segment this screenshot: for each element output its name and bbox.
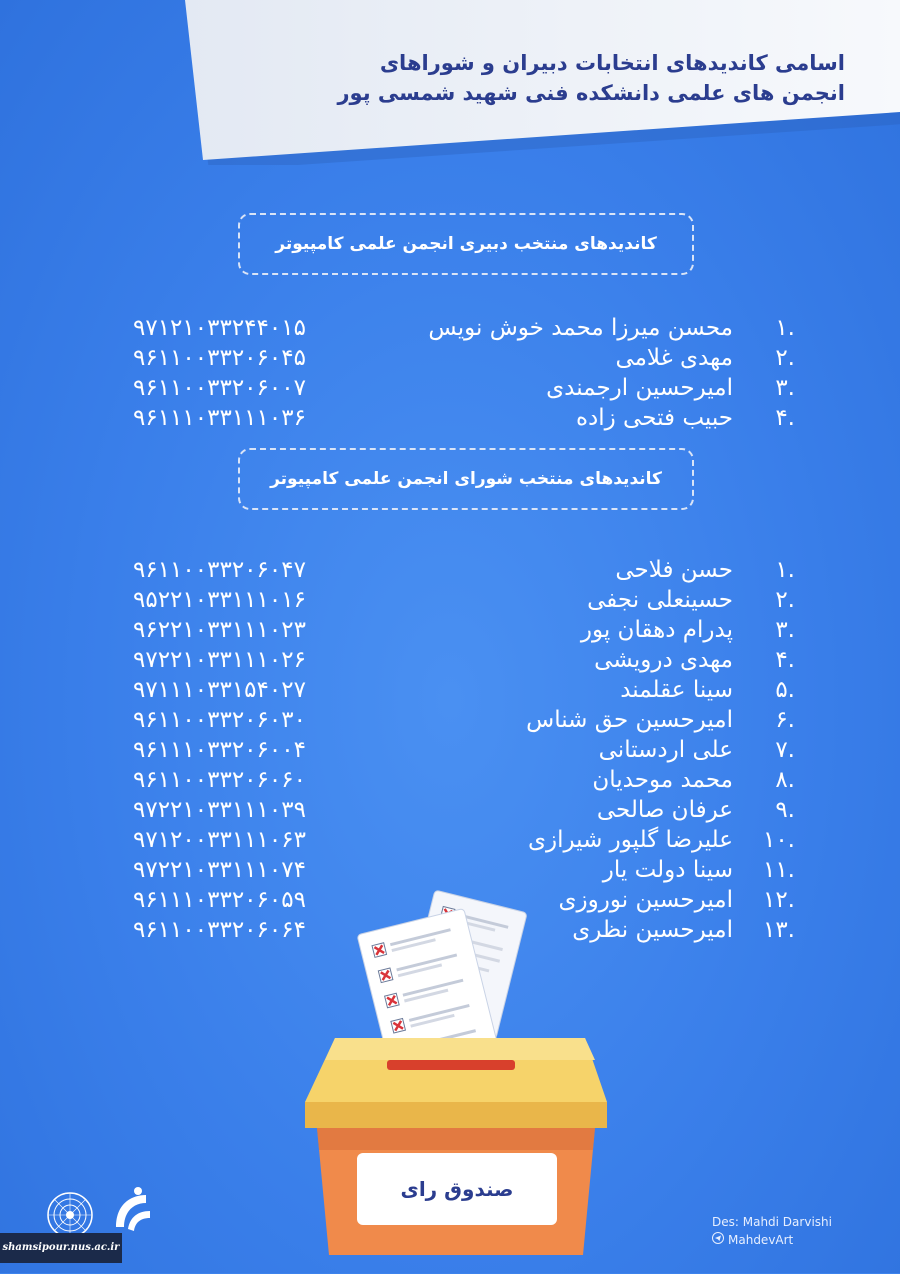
student-id: ۹۶۱۱۰۰۳۳۲۰۶۰۶۴ bbox=[133, 917, 306, 943]
candidate-name: حسن فلاحی bbox=[615, 557, 733, 583]
list-item bbox=[125, 735, 795, 765]
section-heading-text: کاندیدهای منتخب شورای انجمن علمی کامپیوتر bbox=[270, 469, 662, 489]
list-item bbox=[125, 615, 795, 645]
student-id: ۹۶۱۱۱۰۳۳۲۰۶۰۵۹ bbox=[133, 887, 306, 913]
list-item bbox=[125, 675, 795, 705]
student-id: ۹۷۲۲۱۰۳۳۱۱۱۰۲۶ bbox=[133, 647, 306, 673]
list-item bbox=[125, 585, 795, 615]
designer-handle: MahdevArt bbox=[728, 1233, 794, 1247]
list-item bbox=[125, 645, 795, 675]
title-line-2: انجمن های علمی دانشکده فنی شهید شمسی پور bbox=[337, 81, 845, 105]
student-id: ۹۷۲۲۱۰۳۳۱۱۱۰۷۴ bbox=[133, 857, 306, 883]
student-id: ۹۷۱۱۱۰۳۳۱۵۴۰۲۷ bbox=[133, 677, 306, 703]
title-line-1: اسامی کاندیدهای انتخابات دبیران و شوراهای bbox=[379, 51, 845, 75]
candidate-name: امیرحسین نوروزی bbox=[558, 887, 733, 913]
section-heading-council bbox=[238, 448, 694, 510]
item-number: ۵. bbox=[775, 677, 795, 703]
section-heading-secretary bbox=[238, 213, 694, 275]
student-id: ۹۷۲۲۱۰۳۳۱۱۱۰۳۹ bbox=[133, 797, 306, 823]
item-number: ۲. bbox=[775, 587, 795, 613]
item-number: ۸. bbox=[775, 767, 795, 793]
candidate-name: علی اردستانی bbox=[598, 737, 733, 763]
candidate-name: امیرحسین ارجمندی bbox=[546, 375, 733, 401]
student-id: ۹۶۱۱۱۰۳۳۱۱۱۰۳۶ bbox=[133, 405, 306, 431]
designer-credits bbox=[712, 1213, 832, 1249]
student-id: ۹۶۲۲۱۰۳۳۱۱۱۰۲۳ bbox=[133, 617, 306, 643]
item-number: ۶. bbox=[775, 707, 795, 733]
student-id: ۹۶۱۱۰۰۳۳۲۰۶۰۰۷ bbox=[133, 375, 306, 401]
student-id: ۹۶۱۱۰۰۳۳۲۰۶۰۳۰ bbox=[133, 707, 306, 733]
candidate-name: مهدی درویشی bbox=[594, 647, 733, 673]
student-id: ۹۷۱۲۱۰۳۳۲۴۴۰۱۵ bbox=[133, 315, 306, 341]
item-number: ۴. bbox=[775, 647, 795, 673]
item-number: ۲. bbox=[775, 345, 795, 371]
candidate-name: مهدی غلامی bbox=[615, 345, 733, 371]
student-id: ۹۵۲۲۱۰۳۳۱۱۱۰۱۶ bbox=[133, 587, 306, 613]
designer-name: Des: Mahdi Darvishi bbox=[712, 1215, 832, 1229]
student-id: ۹۷۱۲۰۰۳۳۱۱۱۰۶۳ bbox=[133, 827, 306, 853]
item-number: ۹. bbox=[775, 797, 795, 823]
candidate-name: امیرحسین حق شناس bbox=[526, 707, 733, 733]
ballot-box-label: صندوق رای bbox=[400, 1177, 514, 1201]
title-banner bbox=[185, 0, 900, 165]
candidate-name: امیرحسین نظری bbox=[572, 917, 733, 943]
ballot-box-illustration bbox=[295, 870, 625, 1270]
item-number: ۱۳. bbox=[762, 917, 795, 943]
item-number: ۱۱. bbox=[762, 857, 795, 883]
website-url: shamsipour.nus.ac.ir bbox=[0, 1233, 122, 1263]
list-item bbox=[125, 765, 795, 795]
item-number: ۱۲. bbox=[762, 887, 795, 913]
item-number: ۱۰. bbox=[762, 827, 795, 853]
item-number: ۱. bbox=[775, 315, 795, 341]
candidate-name: پدرام دهقان پور bbox=[580, 617, 733, 643]
item-number: ۳. bbox=[775, 375, 795, 401]
list-item bbox=[125, 555, 795, 585]
telegram-icon bbox=[712, 1231, 724, 1249]
student-id: ۹۶۱۱۱۰۳۳۲۰۶۰۰۴ bbox=[133, 737, 306, 763]
list-item bbox=[125, 403, 795, 433]
candidate-name: عرفان صالحی bbox=[596, 797, 733, 823]
list-item bbox=[125, 313, 795, 343]
item-number: ۴. bbox=[775, 405, 795, 431]
student-id: ۹۶۱۱۰۰۳۳۲۰۶۰۴۵ bbox=[133, 345, 306, 371]
list-item bbox=[125, 705, 795, 735]
item-number: ۱. bbox=[775, 557, 795, 583]
list-item bbox=[125, 795, 795, 825]
item-number: ۳. bbox=[775, 617, 795, 643]
item-number: ۷. bbox=[775, 737, 795, 763]
section-heading-text: کاندیدهای منتخب دبیری انجمن علمی کامپیوتر bbox=[275, 234, 657, 254]
list-item bbox=[125, 825, 795, 855]
secretary-candidate-list bbox=[125, 313, 795, 433]
student-id: ۹۶۱۱۰۰۳۳۲۰۶۰۴۷ bbox=[133, 557, 306, 583]
candidate-name: علیرضا گلپور شیرازی bbox=[527, 827, 733, 853]
candidate-name: سینا دولت یار bbox=[602, 857, 733, 883]
candidate-name: محمد موحدیان bbox=[592, 767, 733, 793]
candidate-name: محسن میرزا محمد خوش نویس bbox=[428, 315, 733, 341]
list-item bbox=[125, 373, 795, 403]
candidate-name: حبیب فتحی زاده bbox=[575, 405, 733, 431]
student-id: ۹۶۱۱۰۰۳۳۲۰۶۰۶۰ bbox=[133, 767, 306, 793]
candidate-name: حسینعلی نجفی bbox=[587, 587, 733, 613]
list-item bbox=[125, 343, 795, 373]
candidate-name: سینا عقلمند bbox=[620, 677, 733, 703]
